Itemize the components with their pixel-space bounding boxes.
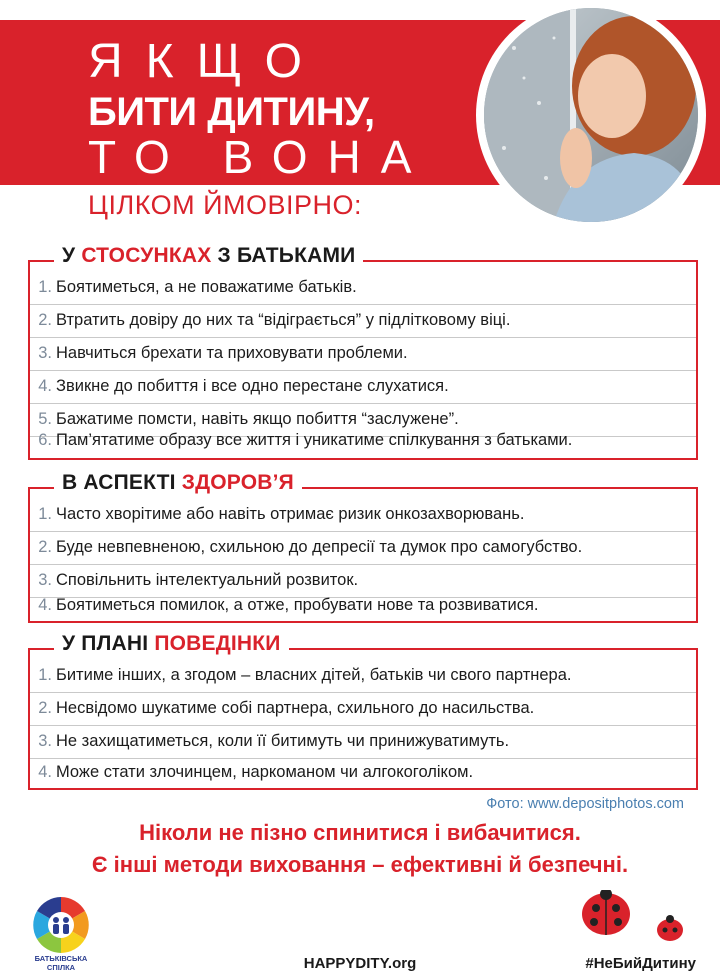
item-text: Навчиться брехати та приховувати проблеми. xyxy=(56,344,408,362)
item-text: Боятиметься, а не поважатиме батьків. xyxy=(56,278,357,296)
item-text: Може стати злочинцем, наркоманом чи алгокоголіком. xyxy=(56,763,474,781)
item-text: Звикне до побиття і все одно перестане слухатися. xyxy=(56,377,449,395)
item-text: Битиме інших, а згодом – власних дітей, батьків чи свого партнера. xyxy=(56,666,572,684)
list-item xyxy=(32,532,696,563)
section-health xyxy=(28,471,698,623)
item-number: 4. xyxy=(38,596,52,614)
item-number: 5. xyxy=(38,410,52,428)
item-text: Втратить довіру до них та “відіграється” у підлітковому віці. xyxy=(56,311,511,329)
item-number: 4. xyxy=(38,377,52,395)
section-title xyxy=(54,244,363,268)
list-item xyxy=(32,338,696,369)
list-item xyxy=(32,726,696,757)
list-item xyxy=(32,660,696,691)
parents-union-logo-icon xyxy=(32,896,90,954)
item-number: 1. xyxy=(38,666,52,684)
item-text: Не захищатиметься, коли її битимуть чи принижуватимуть. xyxy=(56,732,510,750)
item-number: 2. xyxy=(38,699,52,717)
section-title-prefix: В АСПЕКТІ xyxy=(62,471,182,494)
item-number: 6. xyxy=(38,431,52,449)
item-number: 1. xyxy=(38,505,52,523)
section-title-prefix: У xyxy=(62,244,82,267)
list-item xyxy=(32,371,696,402)
section-title-highlight: ПОВЕДІНКИ xyxy=(154,632,281,655)
item-number: 4. xyxy=(38,763,52,781)
item-text: Пам’ятатиме образу все життя і уникатиме спілкування з батьками. xyxy=(56,431,573,449)
hashtag: #НеБийДитину xyxy=(585,955,696,972)
ladybugs-icon xyxy=(578,890,698,950)
photo-credit: Фото: www.depositphotos.com xyxy=(486,796,684,812)
item-text: Сповільнить інтелектуальний розвиток. xyxy=(56,571,359,589)
logo-text: БАТЬКІВСЬКА СПІЛКА xyxy=(34,954,88,972)
list-item xyxy=(32,693,696,724)
footer-message-2: Є інші методи виховання – ефективні й безпечні. xyxy=(91,852,629,877)
item-number: 2. xyxy=(38,538,52,556)
section-behavior xyxy=(28,632,698,790)
title-line-1: ЯКЩО xyxy=(88,35,325,88)
item-number: 3. xyxy=(38,571,52,589)
list-item xyxy=(32,425,696,456)
section-relationships xyxy=(28,244,698,460)
section-title-prefix: У ПЛАНІ xyxy=(62,632,155,655)
section-title-highlight: ЗДОРОВ’Я xyxy=(181,471,294,494)
item-text: Буде невпевненою, схильною до депресії та думок про самогубство. xyxy=(56,538,583,556)
title-line-2: БИТИ ДИТИНУ, xyxy=(88,90,375,134)
list-item xyxy=(32,499,696,530)
section-title xyxy=(54,632,289,656)
list-item xyxy=(32,272,696,303)
subtitle: ЦІЛКОМ ЙМОВІРНО: xyxy=(88,190,363,220)
item-text: Боятиметься помилок, а отже, пробувати нове та розвиватися. xyxy=(56,596,539,614)
item-number: 3. xyxy=(38,732,52,750)
list-item xyxy=(32,305,696,336)
site-name: HAPPYDITY.org xyxy=(303,955,417,972)
section-title xyxy=(54,471,302,495)
item-text: Бажатиме помсти, навіть якщо побиття “заслужене”. xyxy=(56,410,459,428)
item-text: Несвідомо шукатиме собі партнера, схильного до насильства. xyxy=(56,699,535,717)
item-number: 2. xyxy=(38,311,52,329)
section-title-highlight: СТОСУНКАХ xyxy=(81,244,212,267)
item-number: 1. xyxy=(38,278,52,296)
title-line-3: ТО ВОНА xyxy=(88,131,432,183)
list-item xyxy=(32,590,696,621)
section-title-suffix: З БАТЬКАМИ xyxy=(211,244,356,267)
footer-message-1: Ніколи не пізно спинитися і вибачитися. xyxy=(139,820,581,845)
item-text: Часто хворітиме або навіть отримає ризик онкозахворювань. xyxy=(56,505,525,523)
child-at-window-photo xyxy=(484,8,698,222)
item-number: 3. xyxy=(38,344,52,362)
list-item xyxy=(32,757,696,788)
